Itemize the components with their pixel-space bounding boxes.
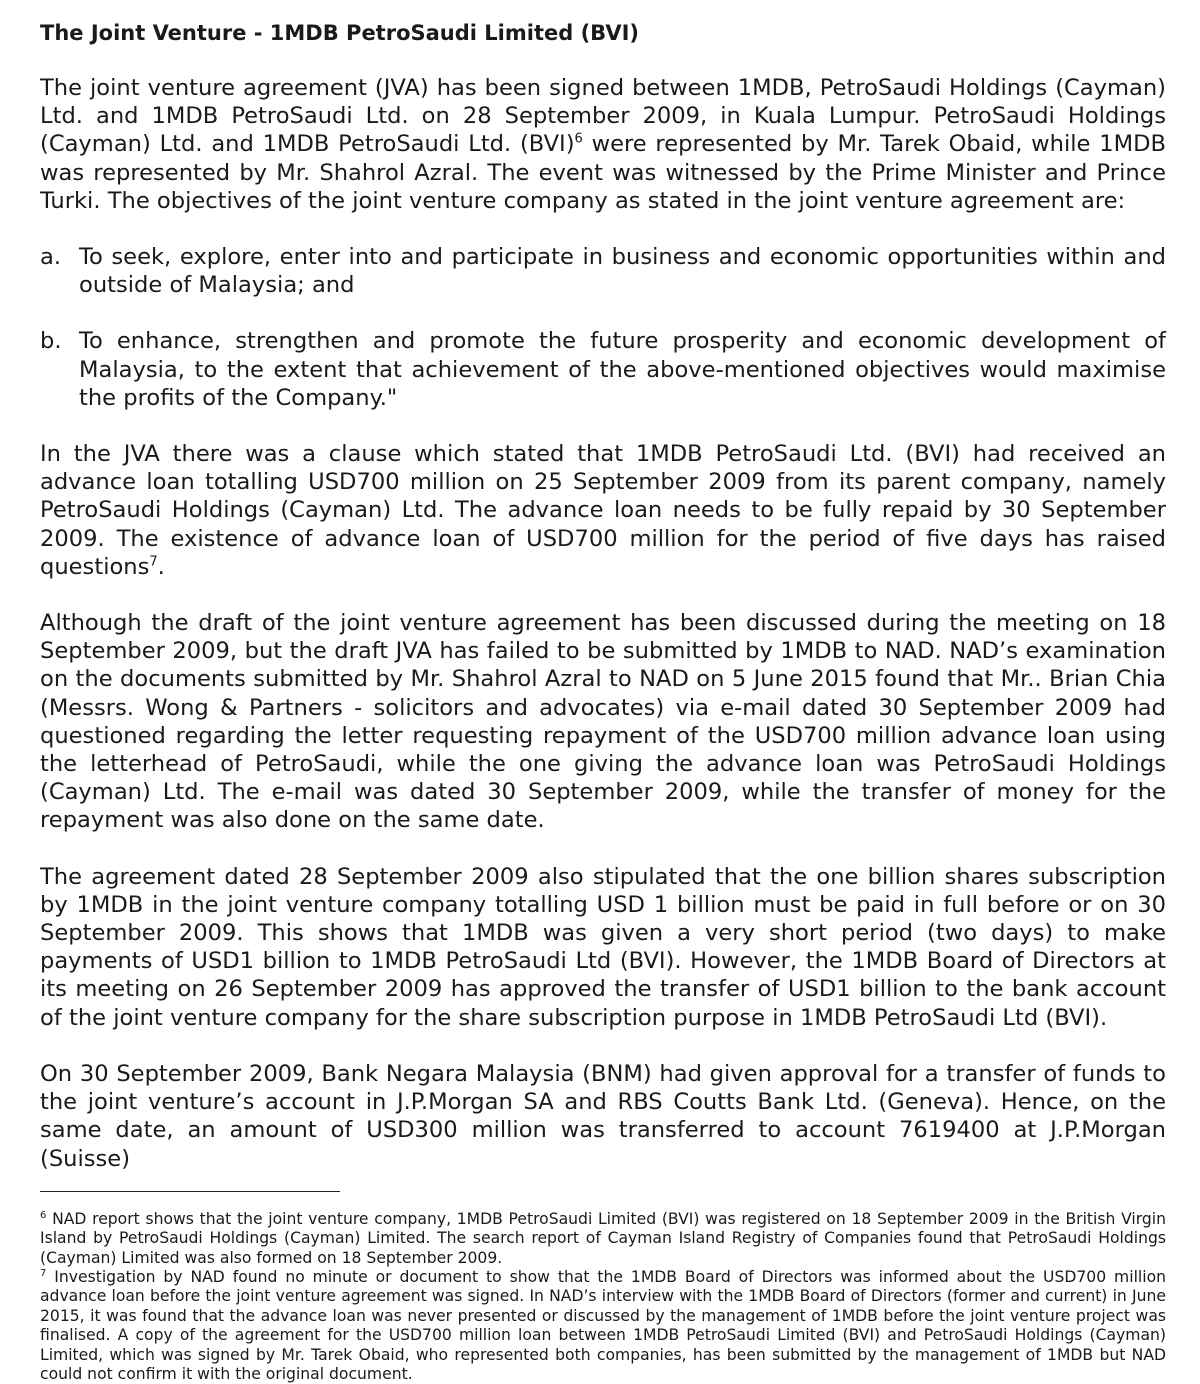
footnote-divider — [40, 1191, 340, 1192]
footnote-7 — [40, 1268, 1166, 1384]
footnote-6 — [40, 1210, 1166, 1268]
paragraph-text: The joint venture agreement (JVA) has been signed between 1MDB, PetroSaudi Holdings (Cayman) Ltd. and 1MDB PetroSaudi Ltd. on 28 September 2009, in Kuala Lumpur. PetroSaudi Holdings (Cayman) Ltd. and 1MDB PetroSaudi Ltd. (BVI) — [40, 75, 1166, 158]
paragraph-share-subscription: The agreement dated 28 September 2009 also stipulated that the one billion shares subscription by 1MDB in the joint venture company totalling USD 1 billion must be paid in full before or on 30 September 2009. This shows that 1MDB was given a very short period (two days) to make payments of USD1 billion to 1MDB PetroSaudi Ltd (BVI). However, the 1MDB Board of Directors at its meeting on 26 September 2009 has approved the transfer of USD1 billion to the bank account of the joint venture company for the share subscription purpose in 1MDB PetroSaudi Ltd (BVI). — [40, 863, 1166, 1031]
footnote-text: Investigation by NAD found no minute or document to show that the 1MDB Board of Directors was informed about the USD700 million advance loan before the joint venture agreement was signed. In NAD’s interview with the 1MDB Board of Directors (former and current) in June 2015, it was found that the advance loan was never presented or discussed by the management of 1MDB before the joint venture project was finalised. A copy of the agreement for the USD700 million loan between 1MDB PetroSaudi Limited (BVI) and PetroSaudi Holdings (Cayman) Limited, which was signed by Mr. Tarek Obaid, who represented both companies, has been submitted by the management of 1MDB but NAD could not confirm it with the original document. — [40, 1267, 1166, 1383]
paragraph-advance-loan — [40, 440, 1166, 581]
footnote-text: NAD report shows that the joint venture company, 1MDB PetroSaudi Limited (BVI) was registered on 18 September 2009 in the British Virgin Island by PetroSaudi Holdings (Cayman) Limited. The search report of Cayman Island Registry of Companies found that PetroSaudi Holdings (Cayman) Limited was also formed on 18 September 2009. — [40, 1209, 1166, 1267]
objective-item-a — [40, 243, 1166, 299]
list-marker: a. — [40, 244, 62, 271]
paragraph-text: . — [157, 553, 165, 580]
paragraph-text: In the JVA there was a clause which stated that 1MDB PetroSaudi Ltd. (BVI) had received an advance loan totalling USD700 million on 25 September 2009 from its parent company, namely PetroSaudi Holdings (Cayman) Ltd. The advance loan needs to be fully repaid by 30 September 2009. The existence of advance loan of USD700 million for the period of five days has raised questions — [40, 441, 1166, 580]
footnote-ref-6[interactable]: 6 — [574, 131, 583, 147]
footnote-ref-7[interactable]: 7 — [149, 554, 158, 570]
footnote-number: 6 — [40, 1209, 47, 1221]
list-item-text: To enhance, strengthen and promote the future prosperity and economic development of Malaysia, to the extent that achievement of the above-mentioned objectives would maximise the profits of the Company." — [79, 328, 1166, 411]
list-item-text: To seek, explore, enter into and participate in business and economic opportunities within and outside of Malaysia; and — [79, 244, 1166, 299]
paragraph-text: were represented by Mr. Tarek Obaid, while 1MDB was represented by Mr. Shahrol Azral. The event was witnessed by the Prime Minister and Prince Turki. The objectives of the joint venture company as stated in the joint venture agreement are: — [40, 131, 1166, 214]
paragraph-bnm-approval: On 30 September 2009, Bank Negara Malaysia (BNM) had given approval for a transfer of funds to the joint venture’s account in J.P.Morgan SA and RBS Coutts Bank Ltd. (Geneva). Hence, on the same date, an amount of USD300 million was transferred to account 7619400 at J.P.Morgan (Suisse) — [40, 1060, 1166, 1172]
section-heading: The Joint Venture - 1MDB PetroSaudi Limited (BVI) — [40, 21, 639, 45]
list-marker: b. — [40, 328, 62, 355]
paragraph-jva-signing — [40, 74, 1166, 215]
objective-item-b — [40, 327, 1166, 412]
paragraph-draft-jva: Although the draft of the joint venture agreement has been discussed during the meeting on 18 September 2009, but the draft JVA has failed to be submitted by 1MDB to NAD. NAD’s examination on the documents submitted by Mr. Shahrol Azral to NAD on 5 June 2015 found that Mr.. Brian Chia (Messrs. Wong & Partners - solicitors and advocates) via e-mail dated 30 September 2009 had questioned regarding the letter requesting repayment of the USD700 million advance loan using the letterhead of PetroSaudi, while the one giving the advance loan was PetroSaudi Holdings (Cayman) Ltd. The e-mail was dated 30 September 2009, while the transfer of money for the repayment was also done on the same date. — [40, 610, 1166, 834]
footnote-number: 7 — [40, 1267, 47, 1279]
document-page — [40, 18, 1166, 1384]
